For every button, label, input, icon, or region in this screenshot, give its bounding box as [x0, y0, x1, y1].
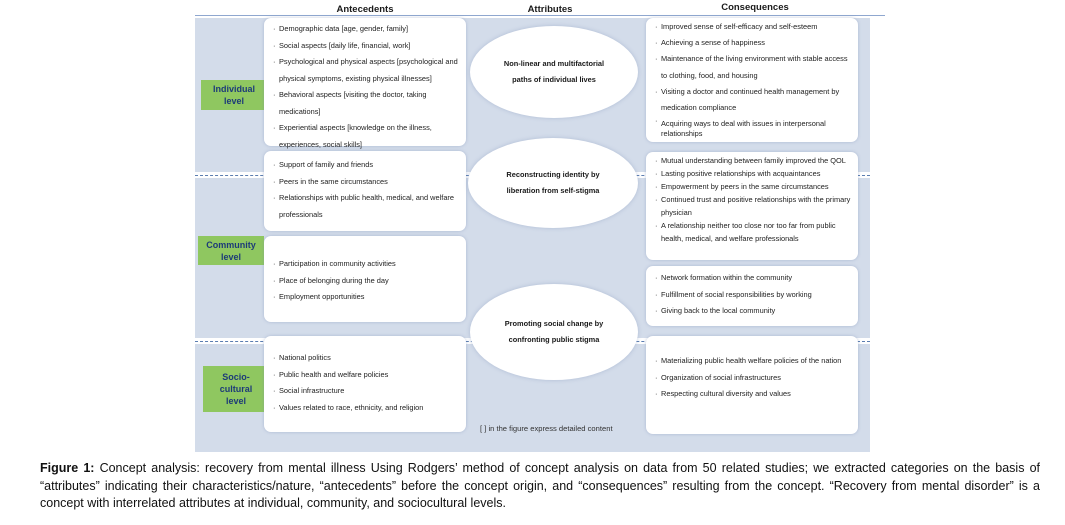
header-attributes: Attributes	[527, 4, 573, 15]
consequences-individual-box	[646, 18, 858, 142]
header-consequences: Consequences	[721, 2, 789, 13]
list-item: · Fulfillment of social responsibilities by working	[655, 287, 852, 304]
list-item: · Giving back to the local community	[655, 303, 852, 320]
list-item: · Materializing public health welfare policies of the nation	[655, 354, 852, 368]
list-item: · Continued trust and positive relationships with the primary physician	[655, 193, 852, 219]
list-item: · Participation in community activities	[273, 256, 460, 273]
level-individual-line1: Individual	[212, 84, 255, 94]
attribute-ellipse-3	[470, 284, 638, 380]
list-item: · Support of family and friends	[273, 157, 460, 174]
list-item: · Acquiring ways to deal with issues in interpersonal relationships	[655, 116, 852, 139]
list-item: · Lasting positive relationships with acquaintances	[655, 167, 852, 180]
caption-text: Concept analysis: recovery from mental illness Using Rodgers’ method of concept analysis on data from 50 related studies; we extracted categories on the basis of “attributes” indicating their characteristics/nature, “antecedents” before the concept origin, and “consequences” resulting from the concept. “Recovery from mental disorder” is a concept with interrelated attributes at individual, community, and sociocultural levels.	[40, 461, 1040, 510]
consequences-community-a-box	[646, 152, 858, 260]
list-item: · Relationships with public health, medical, and welfare professionals	[273, 190, 460, 223]
list-item: · Respecting cultural diversity and values	[655, 387, 852, 401]
attribute-1-line2: paths of individual lives	[512, 75, 596, 84]
header-rule	[195, 15, 885, 16]
list-item: · Social infrastructure	[273, 383, 460, 400]
antecedents-individual-box	[264, 18, 466, 149]
list-item: · Visiting a doctor and continued health management by medication compliance	[655, 84, 852, 116]
list-item: · A relationship neither too close nor too far from public health, medical, and welfare professionals	[655, 219, 852, 245]
figure-caption	[40, 460, 1040, 513]
list-item: · Values related to race, ethnicity, and religion	[273, 400, 460, 417]
list-item: · Improved sense of self-efficacy and self-esteem	[655, 19, 852, 35]
attribute-3-line2: confronting public stigma	[508, 335, 600, 344]
antecedents-community-b-box	[264, 236, 466, 322]
consequences-community-b-box	[646, 266, 858, 326]
list-item: · Psychological and physical aspects [psychological and physical symptoms, existing physical illnesses]	[273, 54, 460, 87]
list-item: · Maintenance of the living environment with stable access to clothing, food, and housing	[655, 51, 852, 83]
list-item: · Achieving a sense of happiness	[655, 35, 852, 51]
attribute-ellipse-1	[470, 26, 638, 118]
antecedents-community-a-box	[264, 151, 466, 231]
level-community-line2: level	[220, 251, 242, 262]
list-item: · Empowerment by peers in the same circumstances	[655, 180, 852, 193]
list-item: · Behavioral aspects [visiting the doctor, taking medications]	[273, 87, 460, 120]
attribute-2-line1: Reconstructing identity by	[506, 170, 600, 179]
level-individual-line2: level	[223, 96, 245, 106]
list-item: · Employment opportunities	[273, 289, 460, 306]
list-item: · Experiential aspects [knowledge on the illness, experiences, social skills]	[273, 120, 460, 153]
header-antecedents: Antecedents	[336, 4, 394, 15]
level-sociocultural	[203, 366, 269, 412]
list-item: · National politics	[273, 350, 460, 367]
caption-label: Figure 1:	[40, 461, 95, 475]
list-item: · Social aspects [daily life, financial, work]	[273, 38, 460, 55]
level-individual	[201, 80, 267, 110]
list-item: · Demographic data [age, gender, family]	[273, 21, 460, 38]
consequences-sociocultural-box	[646, 336, 858, 434]
antecedents-sociocultural-box	[264, 336, 466, 432]
list-item: · Place of belonging during the day	[273, 273, 460, 290]
level-sociocultural-line1: Socio-	[222, 372, 250, 382]
attribute-ellipse-2	[468, 138, 638, 228]
bracket-note: [ ] in the figure express detailed content	[480, 424, 613, 433]
list-item: · Peers in the same circumstances	[273, 174, 460, 191]
attribute-2-line2: liberation from self-stigma	[506, 186, 600, 195]
list-item: · Organization of social infrastructures	[655, 371, 852, 385]
level-community	[198, 236, 264, 265]
level-sociocultural-line2: cultural	[219, 384, 253, 394]
attribute-3-line1: Promoting social change by	[504, 319, 604, 328]
list-item: · Public health and welfare policies	[273, 367, 460, 384]
level-sociocultural-line3: level	[225, 396, 247, 406]
list-item: · Network formation within the community	[655, 270, 852, 287]
attribute-1-line1: Non-linear and multifactorial	[503, 59, 605, 68]
level-community-line1: Community	[206, 239, 256, 250]
list-item: · Mutual understanding between family improved the QOL	[655, 154, 852, 167]
